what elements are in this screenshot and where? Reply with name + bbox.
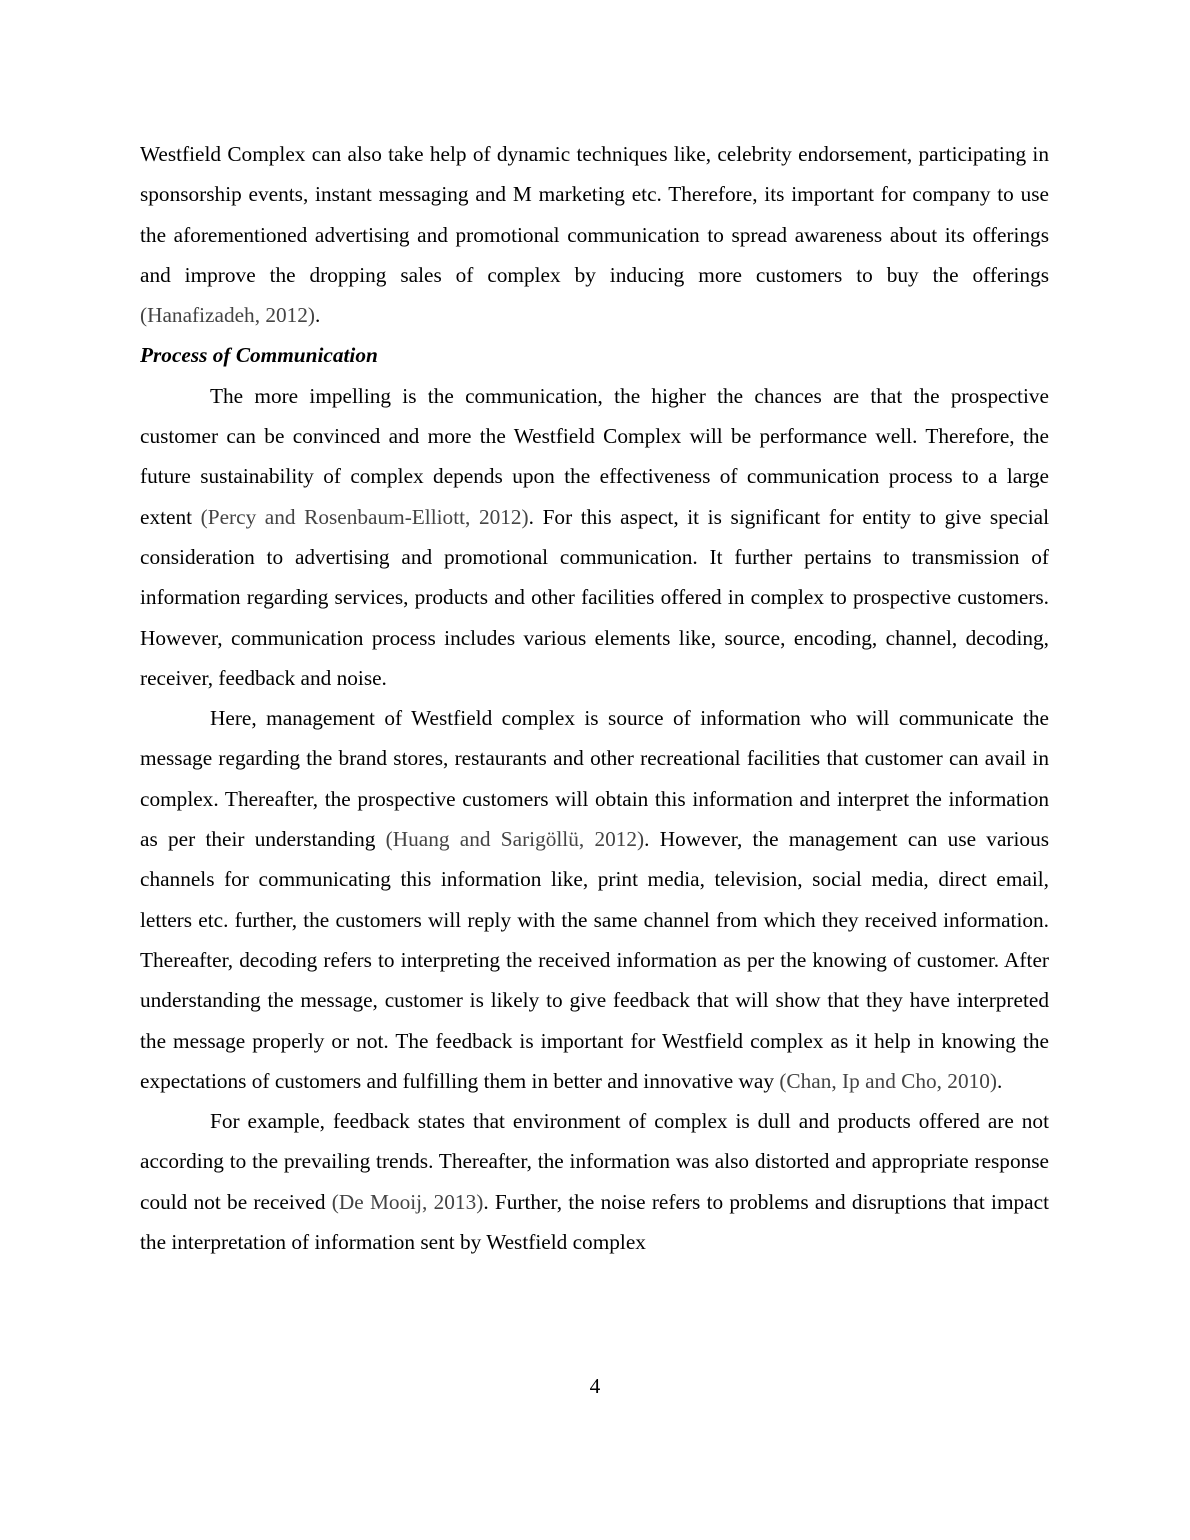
citation: (De Mooij, 2013) [331,1189,484,1214]
citation: (Hanafizadeh, 2012) [140,303,316,328]
page-number: 4 [589,1374,601,1398]
paragraph [140,134,1049,335]
section-heading: Process of Communication [140,343,378,368]
citation: (Huang and Sarigöllü, 2012) [385,827,645,852]
paragraph-text: . For this aspect, it is significant for entity to give special consideration to advertising and promotional communication. It further pertains to transmission of information regarding services, products and other facilities offered in complex to prospective customers. However, communication process includes various elements like, source, encoding, channel, decoding, receiver, feedback and noise. [140,504,1049,690]
paragraph [140,698,1049,1101]
citation: (Chan, Ip and Cho, 2010) [779,1068,997,1093]
paragraph-text: Westfield Complex can also take help of dynamic techniques like, celebrity endorsement, participating in sponsorship events, instant messaging and M marketing etc. Therefore, its important for company to use the aforementioned advertising and promotional communication to spread awareness about its offerings and improve the dropping sales of complex by inducing more customers to buy the offerings [140,142,1049,287]
paragraph-text: . [315,303,321,328]
paragraph-text: . [997,1068,1003,1093]
paragraph [140,376,1049,698]
paragraph-text: . Further, the noise refers to problems and disruptions that impact the interpretation of information sent by Westfield complex [140,1189,1049,1255]
paragraph-text: The more impelling is the communication, the higher the chances are that the prospective customer can be convinced and more the Westfield Complex will be performance well. Therefore, the future sustainability of complex depends upon the effectiveness of communication process to a large extent [140,383,1049,529]
paragraph [140,1101,1049,1262]
document-body [140,134,1049,1262]
paragraph-text: Here, management of Westfield complex is source of information who will communicate the message regarding the brand stores, restaurants and other recreational facilities that customer can avail in complex. Thereafter, the prospective customers will obtain this information and interpret the information as per their understanding [140,706,1049,852]
citation: (Percy and Rosenbaum-Elliott, 2012) [200,504,529,529]
intro-section [140,134,1049,335]
communication-section [140,376,1049,1263]
paragraph-text: . However, the management can use various channels for communicating this information like, print media, television, social media, direct email, letters etc. further, the customers will reply with the same channel from which they received information. Thereafter, decoding refers to interpreting the received information as per the knowing of customer. After understanding the message, customer is likely to give feedback that will show that they have interpreted the message properly or not. The feedback is important for Westfield complex as it help in knowing the expectations of customers and fulfilling them in better and innovative way [140,827,1050,1093]
paragraph-text: For example, feedback states that environment of complex is dull and products offered are not according to the prevailing trends. Thereafter, the information was also distorted and appropriate response could not be received [140,1109,1049,1214]
